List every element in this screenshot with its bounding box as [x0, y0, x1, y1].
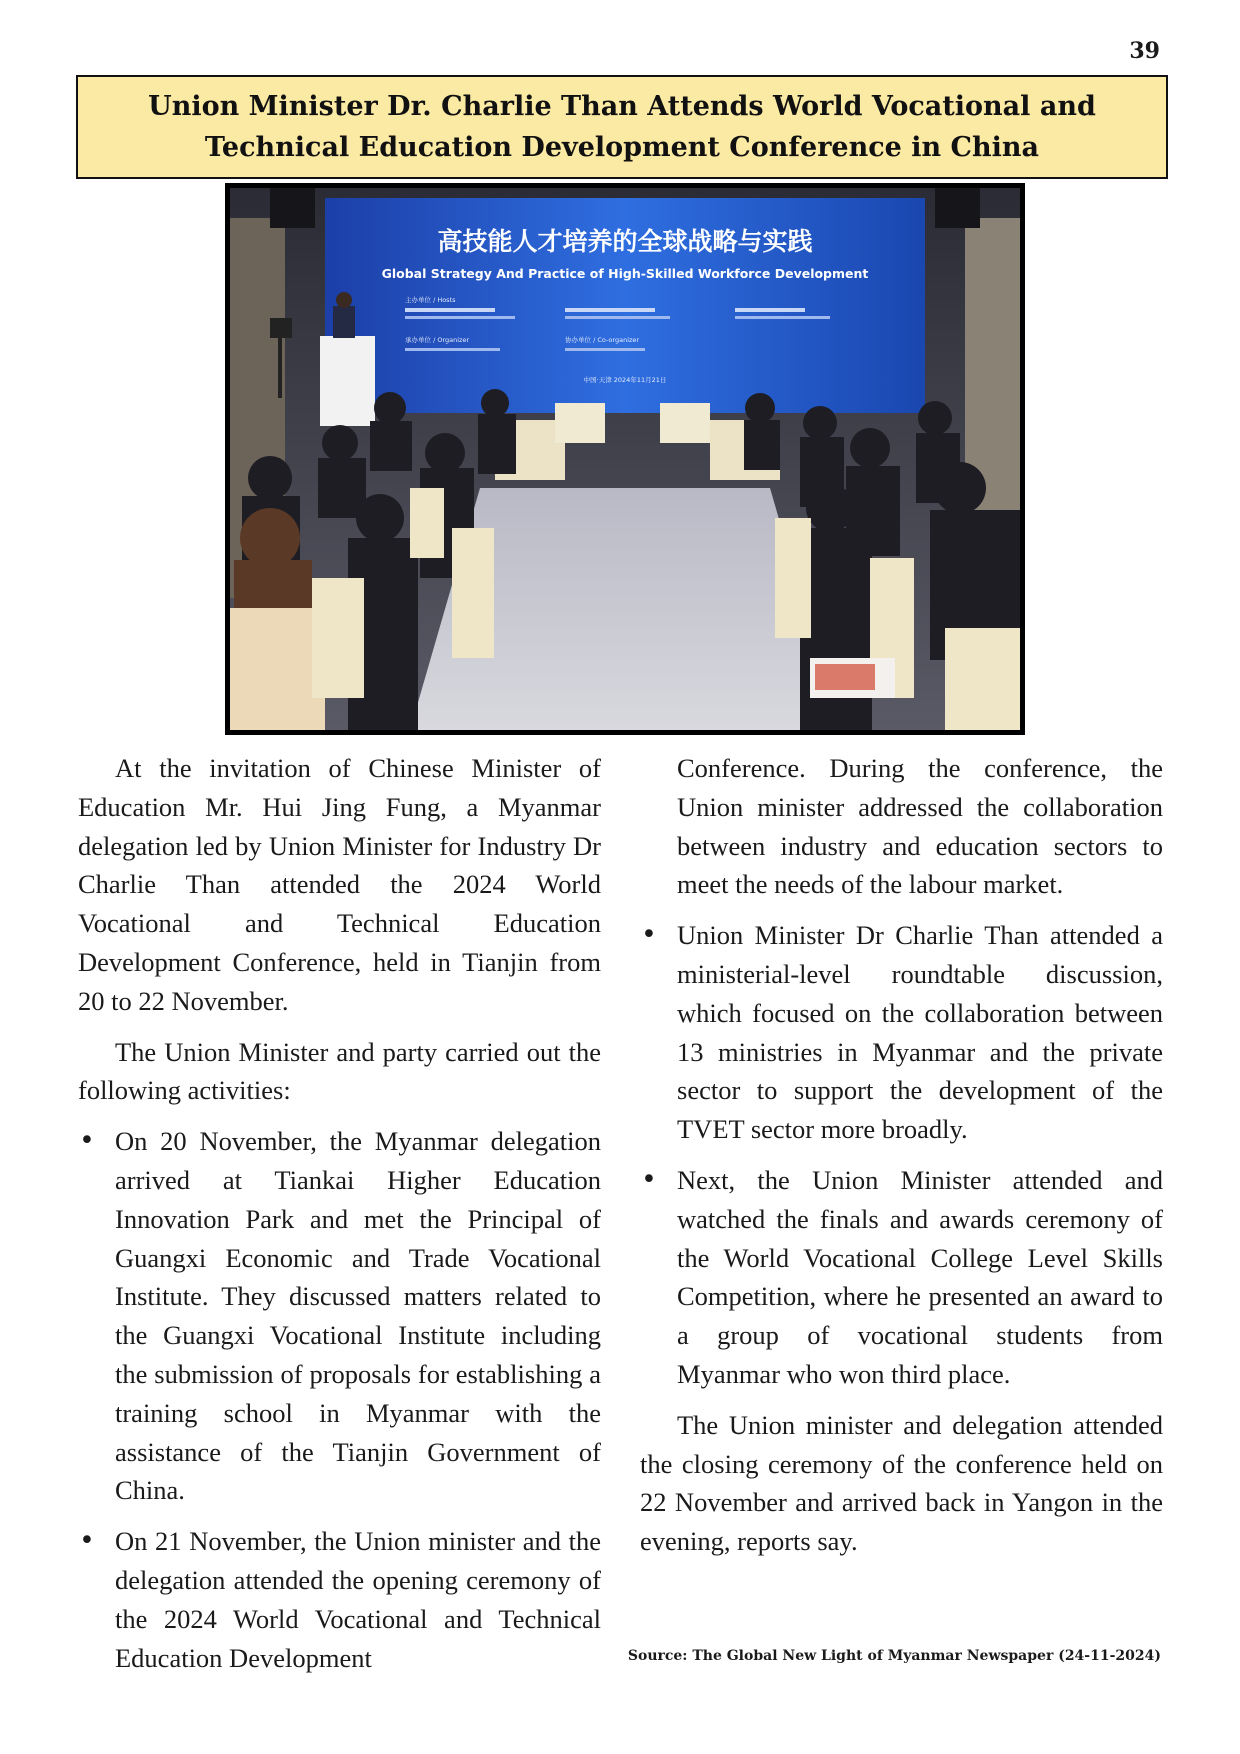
article-paragraph: The Union minister and delegation attended the closing ceremony of the conference held on 22 November and arrived back in Yangon in the evening, reports say. [640, 1409, 1163, 1557]
article-paragraph: The Union Minister and party carried out the following activities: [78, 1036, 601, 1106]
bullet-icon: • [79, 1525, 95, 1557]
screen-hosts-label: 主办单位 / Hosts [405, 296, 456, 304]
screen-date: 中国·天津 2024年11月21日 [583, 376, 667, 384]
activity-list [640, 916, 1163, 1394]
bullet-icon: • [641, 1163, 657, 1195]
source-credit: Source: The Global New Light of Myanmar Newspaper (24-11-2024) [627, 1648, 1161, 1664]
screen-title-en: Global Strategy And Practice of High-Skilled Workforce Development [381, 266, 869, 281]
article-column-left [78, 749, 601, 1689]
activity-list [78, 1122, 601, 1677]
list-item-text: On 21 November, the Union minister and the delegation attended the opening ceremony of the 2024 World Vocational and Technical Education Development [115, 1526, 601, 1673]
list-item-continuation: Conference. During the conference, the Union minister addressed the collaboration between industry and education sectors to meet the needs of the labour market. [677, 753, 1163, 900]
screen-organizer-label: 承办单位 / Organizer [405, 336, 470, 344]
list-item [640, 1161, 1163, 1394]
article-paragraph: At the invitation of Chinese Minister of Education Mr. Hui Jing Fung, a Myanmar delegation led by Union Minister for Industry Dr Charlie Than attended the 2024 World Vocational and Technical Education Development Conference, held in Tianjin from 20 to 22 November. [78, 753, 601, 1016]
podium [320, 336, 375, 426]
screen-coorganizer-label: 协办单位 / Co-organizer [565, 336, 640, 344]
list-item-text: Next, the Union Minister attended and watched the finals and awards ceremony of the World Vocational College Level Skills Competition, where he presented an award to a group of vocational students from Myanmar who won third place. [677, 1164, 1163, 1389]
page-number: 39 [1129, 38, 1160, 64]
headline: Union Minister Dr. Charlie Than Attends World Vocational and Technical Education Development Conference in China [148, 91, 1096, 163]
list-item [78, 1522, 601, 1677]
bullet-icon: • [641, 919, 657, 951]
headline-box [76, 75, 1168, 179]
screen-title-cn: 高技能人才培养的全球战略与实践 [437, 227, 813, 256]
list-item-text: On 20 November, the Myanmar delegation arrived at Tiankai Higher Education Innovation Park and met the Principal of Guangxi Economic and Trade Vocational Institute. They discussed matters related to the Guangxi Vocational Institute including the submission of proposals for establishing a training school in Myanmar with the assistance of the Tianjin Government of China. [115, 1126, 601, 1506]
conference-photo [225, 183, 1025, 735]
conference-photo-illustration [230, 188, 1020, 730]
list-item [78, 1122, 601, 1510]
bullet-icon: • [79, 1125, 95, 1157]
article-column-right [640, 749, 1163, 1573]
list-item-text: Union Minister Dr Charlie Than attended a ministerial-level roundtable discussion, which focused on the collaboration between 13 ministries in Myanmar and the private sector to support the development of the TVET sector more broadly. [677, 920, 1163, 1145]
list-item [640, 916, 1163, 1149]
